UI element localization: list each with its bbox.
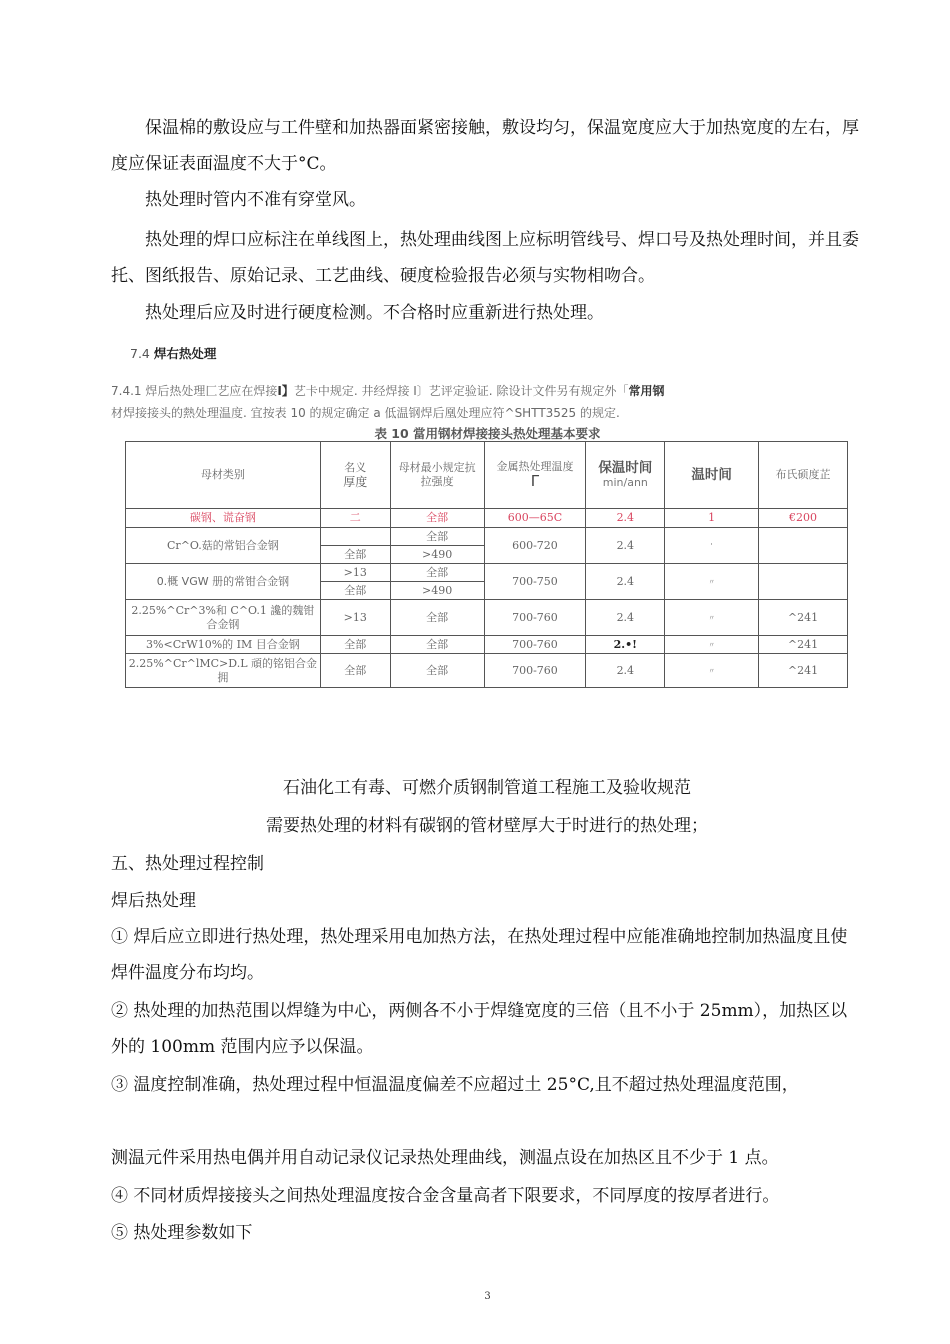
table-row: [126, 564, 848, 582]
table-row: [126, 509, 848, 528]
cell-warm-time: 〃: [665, 564, 759, 600]
cell-thickness: 全部: [320, 582, 390, 600]
cell-temperature: 700-760: [484, 636, 586, 654]
cell-thickness: 全部: [320, 654, 390, 688]
cell-temperature: 700-760: [484, 600, 586, 636]
cell-temperature: 700-750: [484, 564, 586, 600]
section-title: 焊右热处理: [153, 346, 217, 361]
cell-strength: 全部: [390, 564, 484, 582]
cell-material: Cr^O.菇的常铝合金钢: [126, 528, 321, 564]
cell-holding-time: 2.4: [586, 509, 665, 528]
cell-material: 2.25%^Cr^lMC>D.L 頑的铭铝合金拥: [126, 654, 321, 688]
cell-thickness-empty: [320, 528, 390, 546]
header-holding-time: 保温时间 min/ann: [586, 442, 665, 509]
cell-thickness: 全部: [320, 636, 390, 654]
intro-paragraph-hardness: 热处理后应及时进行硬度检测。不合格时应重新进行热处理。: [145, 303, 604, 323]
header-material: 母材类别: [126, 442, 321, 509]
section-5-heading: 五、热处理过程控制: [111, 854, 264, 874]
para741-part-a: 7.4.1 焊后热处理匚艺应在焊接: [111, 384, 278, 398]
cell-holding-time: 2.4: [586, 528, 665, 564]
cell-material: 碳钢、谎奋钢: [126, 509, 321, 528]
thickness-requirement: 需要热处理的材料有碳钢的管材壁厚大于时进行的热处理；: [266, 816, 708, 836]
intro-paragraph-marking: 热处理的焊口应标注在单线图上，热处理曲线图上应标明管线号、焊口号及热处理时间，并且委托、图纸报告、原始记录、工艺曲线、硬度检验报告必须与实物相吻合。: [111, 230, 859, 286]
para741-part-d: 常用钢: [628, 384, 665, 398]
cell-hardness: [759, 528, 848, 564]
cell-warm-time: 1: [665, 509, 759, 528]
cell-thickness: >13: [320, 564, 390, 582]
cell-strength: 全部: [390, 509, 484, 528]
list-item-5: ⑤ 热处理参数如下: [111, 1223, 253, 1243]
cell-warm-time: 〃: [665, 600, 759, 636]
cell-hardness: €200: [759, 509, 848, 528]
cell-material: 0.概 VGW 册的常钳合金钢: [126, 564, 321, 600]
cell-strength: 全部: [390, 636, 484, 654]
header-temperature: 金属热处理温度 Γ: [484, 442, 586, 509]
list-item-2: ② 热处理的加热范围以焊缝为中心，两侧各不小于焊缝宽度的三倍（且不小于 25mm），加热区以外的 100mm 范围内应予以保温。: [111, 1001, 848, 1057]
cell-hardness: ^241: [759, 600, 848, 636]
table-row: [126, 654, 848, 688]
header-warm-time: 温时间: [665, 442, 759, 509]
intro-paragraph-draft: 热处理时管内不准有穿堂风。: [145, 190, 366, 210]
cell-thickness: 二: [320, 509, 390, 528]
section-7-4-heading: [130, 344, 216, 362]
para741-part-c: 艺卡中规定. 井经焊接 I〕艺评定验证. 除设计文件另有规定外「: [293, 384, 629, 398]
cell-thickness: 全部: [320, 546, 390, 564]
section-number: 7.4: [130, 346, 150, 361]
list-item-3-continued: 测温元件采用热电偶并用自动记录仪记录热处理曲线，测温点设在加热区且不少于 1 点。: [111, 1148, 779, 1168]
para741-part-b: I】: [277, 384, 294, 398]
para741-part-e: 材焊接接头的熱处理温度. 宜按表 10 的规定确定 a 低温钢焊后凰处理应符^SHTT3525 的规定.: [111, 406, 620, 420]
post-weld-heading: 焊后热处理: [111, 891, 196, 911]
page-number: 3: [484, 1291, 491, 1302]
table-row: [126, 636, 848, 654]
header-thickness: 名义 厚度: [320, 442, 390, 509]
cell-holding-time: 2.4: [586, 564, 665, 600]
cell-thickness: >13: [320, 600, 390, 636]
cell-holding-time: 2.•!: [586, 636, 665, 654]
cell-strength: >490: [390, 582, 484, 600]
cell-strength: 全部: [390, 600, 484, 636]
table-row: [126, 528, 848, 546]
table-header-row: [126, 442, 848, 509]
cell-holding-time: 2.4: [586, 600, 665, 636]
list-item-4: ④ 不同材质焊接接头之间热处理温度按合金含量高者下限要求，不同厚度的按厚者进行。: [111, 1186, 780, 1206]
cell-hardness: ^241: [759, 636, 848, 654]
cell-temperature: 600—65C: [484, 509, 586, 528]
cell-material: 2.25%^Cr^3%和 C^O.1 讒的魏钳合金钢: [126, 600, 321, 636]
cell-hardness: ^241: [759, 654, 848, 688]
header-hardness: 布氏硕度芷: [759, 442, 848, 509]
intro-paragraph-insulation: 保温棉的敷设应与工件壁和加热器面紧密接触，敷设均匀，保温宽度应大于加热宽度的左右，厚度应保证表面温度不大于°C。: [111, 118, 859, 174]
cell-material: 3%<CrW10%的 IM 目合金钢: [126, 636, 321, 654]
table-row: [126, 600, 848, 636]
cell-strength: 全部: [390, 654, 484, 688]
cell-warm-time: 〃: [665, 636, 759, 654]
cell-warm-time: ': [665, 528, 759, 564]
heat-treatment-table: [125, 441, 848, 688]
header-strength: 母材最小规定抗拉强度: [390, 442, 484, 509]
cell-temperature: 700-760: [484, 654, 586, 688]
cell-temperature: 600-720: [484, 528, 586, 564]
list-item-1: ① 焊后应立即进行热处理，热处理采用电加热方法，在热处理过程中应能准确地控制加热温度且使焊件温度分布均均。: [111, 927, 848, 983]
standard-title: 石油化工有毒、可燃介质钢制管道工程施工及验收规范: [283, 778, 691, 798]
cell-strength: 全部: [390, 528, 484, 546]
cell-strength: >490: [390, 546, 484, 564]
cell-hardness: [759, 564, 848, 600]
table-caption: 表 10 當用钢材焊接接头热处理基本要求: [374, 426, 601, 441]
cell-holding-time: 2.4: [586, 654, 665, 688]
cell-warm-time: 〃: [665, 654, 759, 688]
list-item-3: ③ 温度控制准确，热处理过程中恒温温度偏差不应超过土 25°C,且不超过热处理温度范围，: [111, 1075, 799, 1095]
paragraph-7-4-1: [111, 380, 771, 424]
